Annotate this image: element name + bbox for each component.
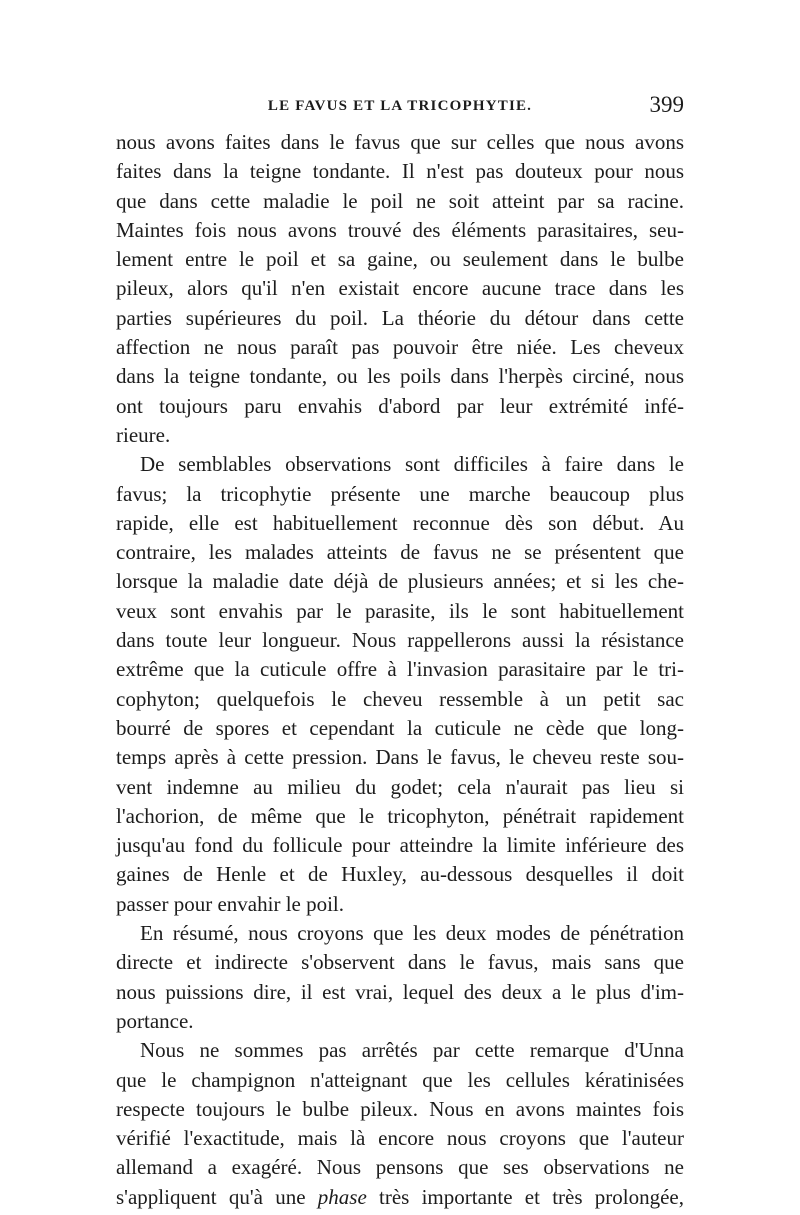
- text-line: contraire, les malades atteints de favus ne se présentent que: [116, 540, 684, 565]
- text-line: vérifié l'exactitude, mais là encore nous croyons que l'auteur: [116, 1126, 684, 1151]
- final-line-end: très importante et très prolongée,: [366, 1184, 684, 1209]
- text-line: ont toujours paru envahis d'abord par leur extrémité infé-: [116, 393, 684, 418]
- text-line: dans la teigne tondante, ou les poils dans l'herpès circiné, nous: [116, 364, 684, 389]
- text-line: nous puissions dire, il est vrai, lequel des deux a le plus d'im-: [116, 979, 684, 1004]
- text-line: favus; la tricophytie présente une marche beaucoup plus: [116, 481, 684, 506]
- text-line: pileux, alors qu'il n'en existait encore aucune trace dans les: [116, 276, 684, 301]
- page-number: 399: [649, 92, 684, 117]
- text-line: que dans cette maladie le poil ne soit atteint par sa racine.: [116, 188, 684, 213]
- paragraph-1: [116, 128, 684, 450]
- text-line: passer pour envahir le poil.: [116, 891, 345, 916]
- text-line-final: [116, 1183, 684, 1212]
- text-line: De semblables observations sont difficiles à faire dans le: [140, 452, 684, 477]
- paragraph-2: [116, 450, 684, 919]
- text-line: lorsque la maladie date déjà de plusieurs années; et si les che-: [116, 569, 684, 594]
- text-line: extrême que la cuticule offre à l'invasion parasitaire par le tri-: [116, 657, 684, 682]
- text-line: directe et indirecte s'observent dans le favus, mais sans que: [116, 950, 684, 975]
- text-line: veux sont envahis par le parasite, ils le sont habituellement: [116, 598, 684, 623]
- text-line: En résumé, nous croyons que les deux modes de pénétration: [140, 921, 684, 946]
- text-line: l'achorion, de même que le tricophyton, pénétrait rapidement: [116, 803, 684, 828]
- body-text: [116, 128, 684, 1212]
- text-line: parties supérieures du poil. La théorie du détour dans cette: [116, 305, 684, 330]
- text-line: rapide, elle est habituellement reconnue dès son début. Au: [116, 510, 684, 535]
- text-line: gaines de Henle et de Huxley, au-dessous desquelles il doit: [116, 862, 684, 887]
- paragraph-3: [116, 919, 684, 1036]
- text-line: allemand a exagéré. Nous pensons que ses observations ne: [116, 1155, 684, 1180]
- text-line: vent indemne au milieu du godet; cela n'aurait pas lieu si: [116, 774, 684, 799]
- text-line: bourré de spores et cependant la cuticule ne cède que long-: [116, 715, 684, 740]
- text-line: dans toute leur longueur. Nous rappellerons aussi la résistance: [116, 628, 684, 653]
- text-line: affection ne nous paraît pas pouvoir être niée. Les cheveux: [116, 335, 684, 360]
- page-header: [116, 92, 684, 124]
- text-line: que le champignon n'atteignant que les cellules kératinisées: [116, 1067, 684, 1092]
- text-line: temps après à cette pression. Dans le favus, le cheveu reste sou-: [116, 745, 684, 770]
- text-line: faites dans la teigne tondante. Il n'est pas douteux pour nous: [116, 159, 684, 184]
- final-line-start: s'appliquent qu'à une: [116, 1184, 318, 1209]
- text-line: respecte toujours le bulbe pileux. Nous en avons maintes fois: [116, 1096, 684, 1121]
- text-line: lement entre le poil et sa gaine, ou seulement dans le bulbe: [116, 247, 684, 272]
- running-title: LE FAVUS ET LA TRICOPHYTIE.: [267, 98, 533, 114]
- text-line: Nous ne sommes pas arrêtés par cette remarque d'Unna: [140, 1038, 684, 1063]
- text-line: portance.: [116, 1008, 194, 1033]
- text-line: cophyton; quelquefois le cheveu ressemble à un petit sac: [116, 686, 684, 711]
- italic-word: phase: [317, 1184, 367, 1209]
- text-line: jusqu'au fond du follicule pour atteindre la limite inférieure des: [116, 833, 684, 858]
- paragraph-4: [116, 1036, 684, 1212]
- text-line: rieure.: [116, 422, 171, 447]
- text-line: nous avons faites dans le favus que sur celles que nous avons: [116, 130, 684, 154]
- text-line: Maintes fois nous avons trouvé des éléments parasitaires, seu-: [116, 217, 684, 242]
